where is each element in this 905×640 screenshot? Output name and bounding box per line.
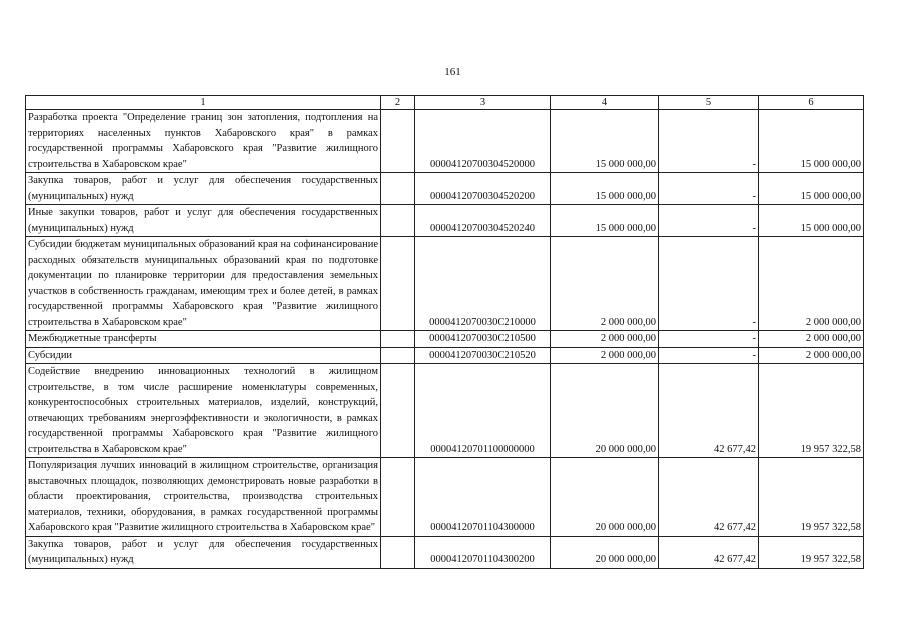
- row-col2: [381, 458, 415, 537]
- row-total: 2 000 000,00: [759, 331, 864, 348]
- row-plan: 20 000 000,00: [551, 364, 659, 458]
- row-change: -: [659, 347, 759, 364]
- row-code: 00004120701104300200: [415, 536, 551, 568]
- row-total: 15 000 000,00: [759, 110, 864, 173]
- header-col-5: 5: [659, 96, 759, 110]
- row-total: 19 957 322,58: [759, 364, 864, 458]
- header-row: [26, 96, 864, 110]
- table-row: [26, 237, 864, 331]
- row-total: 19 957 322,58: [759, 536, 864, 568]
- row-plan: 2 000 000,00: [551, 347, 659, 364]
- header-col-1: 1: [26, 96, 381, 110]
- row-name: Субсидии: [26, 347, 381, 364]
- row-col2: [381, 331, 415, 348]
- row-name: Разработка проекта "Определение границ зон затопления, подтопления на территориях населенных пунктов Хабаровского края" в рамках государственной программы Хабаровского края "Развитие жилищного строительства в Хабаровском крае": [26, 110, 381, 173]
- row-code: 00004120701104300000: [415, 458, 551, 537]
- row-plan: 20 000 000,00: [551, 536, 659, 568]
- row-change: 42 677,42: [659, 364, 759, 458]
- table-row: [26, 347, 864, 364]
- header-col-3: 3: [415, 96, 551, 110]
- row-code: 0000412070030С210000: [415, 237, 551, 331]
- row-code: 00004120700304520200: [415, 173, 551, 205]
- row-total: 15 000 000,00: [759, 173, 864, 205]
- row-name: Содействие внедрению инновационных технологий в жилищном строительстве, в том числе расширение номенклатуры современных, конкурентоспособных строительных материалов, изделий, конструкций, отвечающих требованиям энергоэффективности и экологичности, в рамках государственной программы Хабаровского края "Развитие жилищного строительства в Хабаровском крае": [26, 364, 381, 458]
- table-row: [26, 364, 864, 458]
- row-col2: [381, 536, 415, 568]
- row-plan: 2 000 000,00: [551, 331, 659, 348]
- table-row: [26, 331, 864, 348]
- row-change: 42 677,42: [659, 536, 759, 568]
- row-total: 2 000 000,00: [759, 347, 864, 364]
- row-code: 0000412070030С210520: [415, 347, 551, 364]
- row-col2: [381, 237, 415, 331]
- row-plan: 2 000 000,00: [551, 237, 659, 331]
- table-row: [26, 536, 864, 568]
- budget-table: [25, 95, 864, 569]
- table-row: [26, 110, 864, 173]
- row-change: -: [659, 173, 759, 205]
- row-plan: 20 000 000,00: [551, 458, 659, 537]
- row-code: 0000412070030С210500: [415, 331, 551, 348]
- table-row: [26, 173, 864, 205]
- row-total: 15 000 000,00: [759, 205, 864, 237]
- header-col-2: 2: [381, 96, 415, 110]
- row-total: 19 957 322,58: [759, 458, 864, 537]
- row-change: -: [659, 205, 759, 237]
- row-name: Иные закупки товаров, работ и услуг для обеспечения государственных (муниципальных) нужд: [26, 205, 381, 237]
- row-col2: [381, 110, 415, 173]
- row-change: 42 677,42: [659, 458, 759, 537]
- row-col2: [381, 347, 415, 364]
- table-row: [26, 458, 864, 537]
- page-number: 161: [444, 66, 461, 78]
- row-name: Субсидии бюджетам муниципальных образований края на софинансирование расходных обязательств муниципальных образований края по подготовке документации по планировке территории для предоставления земельных участков в собственность гражданам, имеющим трех и более детей, в рамках государственной программы Хабаровского края "Развитие жилищного строительства в Хабаровском крае": [26, 237, 381, 331]
- row-name: Закупка товаров, работ и услуг для обеспечения государственных (муниципальных) нужд: [26, 173, 381, 205]
- row-col2: [381, 205, 415, 237]
- row-code: 00004120700304520000: [415, 110, 551, 173]
- row-col2: [381, 173, 415, 205]
- table-row: [26, 205, 864, 237]
- row-code: 00004120700304520240: [415, 205, 551, 237]
- row-plan: 15 000 000,00: [551, 173, 659, 205]
- header-col-4: 4: [551, 96, 659, 110]
- row-code: 00004120701100000000: [415, 364, 551, 458]
- row-total: 2 000 000,00: [759, 237, 864, 331]
- row-col2: [381, 364, 415, 458]
- row-name: Межбюджетные трансферты: [26, 331, 381, 348]
- row-change: -: [659, 331, 759, 348]
- row-change: -: [659, 237, 759, 331]
- row-change: -: [659, 110, 759, 173]
- row-plan: 15 000 000,00: [551, 205, 659, 237]
- row-name: Популяризация лучших инноваций в жилищном строительстве, организация выставочных площадок, позволяющих демонстрировать новые разработки в области проектирования, строительства, производства строительных материалов, техники, оборудования, в рамках государственной программы Хабаровского края "Развитие жилищного строительства в Хабаровском крае": [26, 458, 381, 537]
- header-col-6: 6: [759, 96, 864, 110]
- row-name: Закупка товаров, работ и услуг для обеспечения государственных (муниципальных) нужд: [26, 536, 381, 568]
- row-plan: 15 000 000,00: [551, 110, 659, 173]
